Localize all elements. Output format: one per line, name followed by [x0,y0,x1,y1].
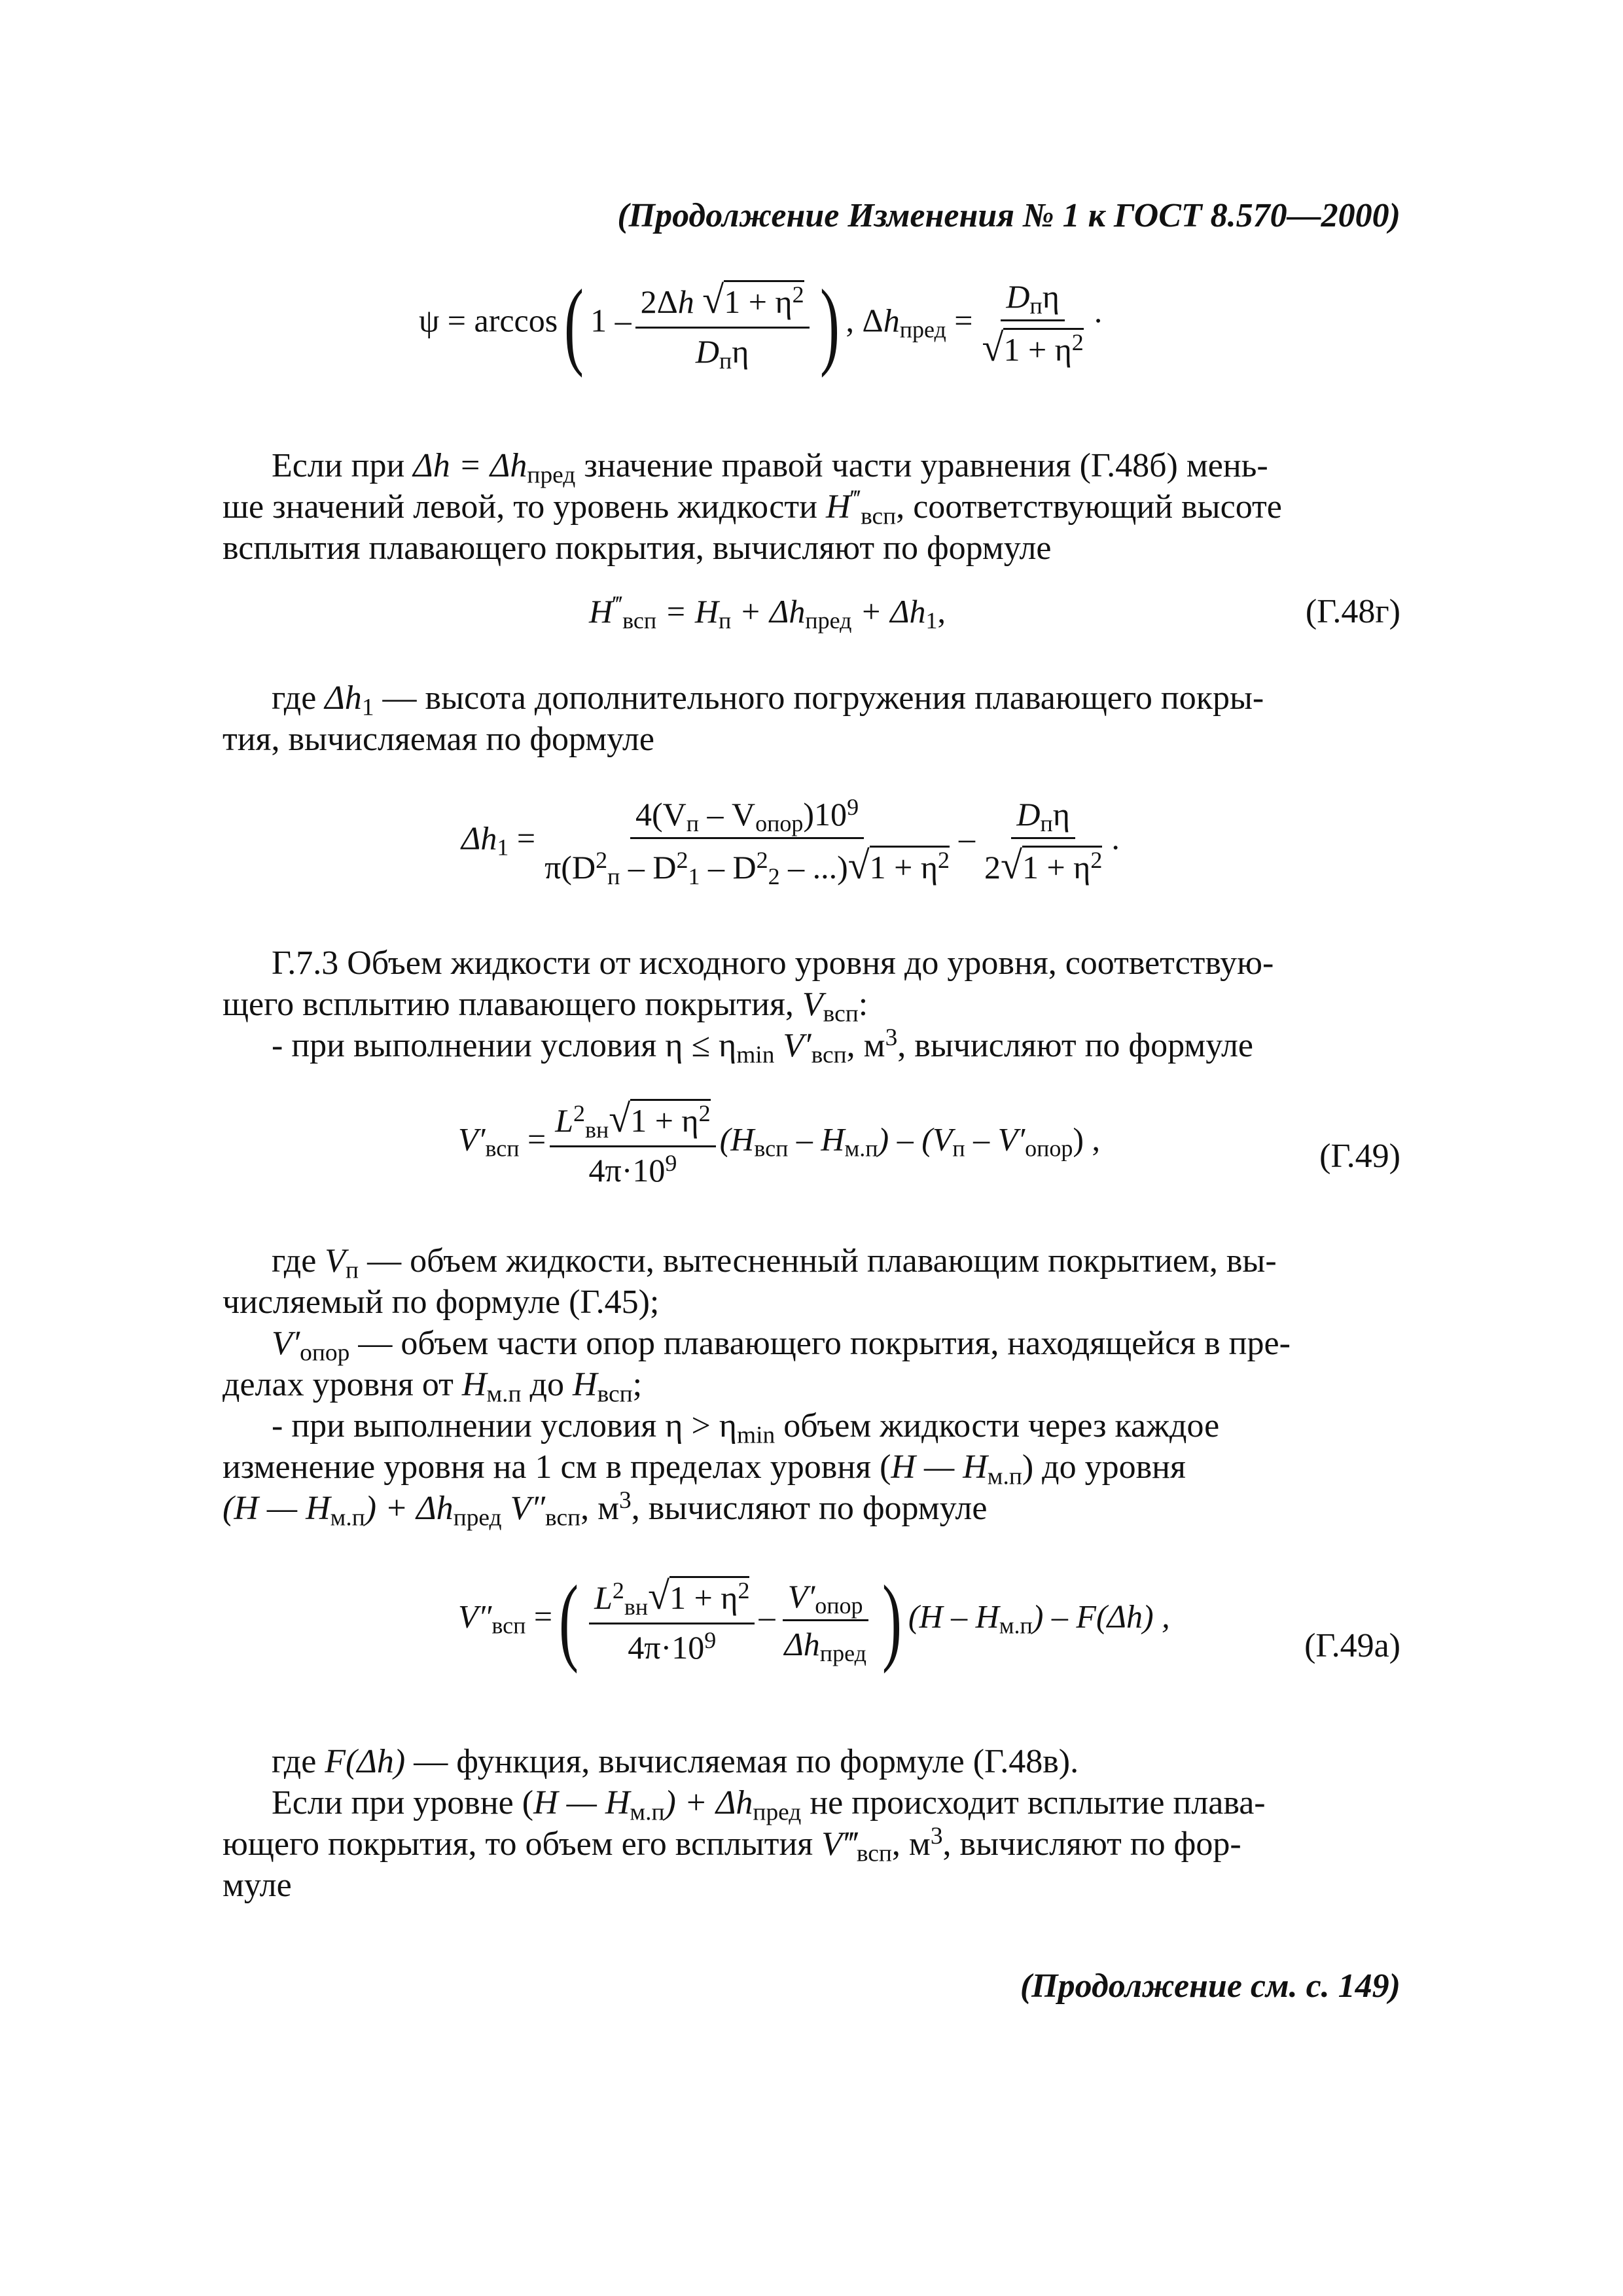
f48g-sup: ‴ [613,590,623,617]
f49a-lhs-sub: всп [491,1612,526,1639]
equation-number-49a: (Г.49а) [1304,1627,1400,1664]
f49a-lhs: V″ [458,1598,492,1635]
p5-l2sub: м.п [630,1799,665,1826]
dh-sub: пред [899,316,946,343]
p4-l4H2: H [573,1366,597,1403]
p1-H: H [825,488,851,526]
page-header: (Продолжение Изменения № 1 к ГОСТ 8.570—2000) [617,197,1400,234]
f49a-den: 4π·10 [628,1629,705,1666]
f49-ra: (H [719,1121,755,1158]
p3-l3a: - при выполнении условия η ≤ η [272,1027,737,1064]
p3-l3sub: min [736,1041,775,1069]
paragraph-5 [223,1741,1400,1906]
p4-l3b: — объем части опор плавающего покрытия, находящейся в пре- [349,1325,1291,1362]
p4-l1b: — объем жидкости, вытесненный плавающим покрытием, вы- [359,1242,1277,1280]
f49-rs3: п [952,1135,965,1162]
paragraph-2 [223,677,1400,760]
dh-eq: = [954,302,973,339]
p4-l5sub: min [737,1422,776,1449]
f49a-rb: ) – F(Δh) , [1032,1598,1170,1635]
p4-l7sup: 3 [619,1487,632,1515]
p1-l2a: ше значений левой, то уровень жидкости [223,488,826,526]
f49a-eq: = [526,1598,553,1635]
p3-l2end: : [858,986,868,1023]
dh1-d2sqrt: 1 + η [1022,849,1091,886]
dh1-ns2: опор [755,810,804,836]
num2-sub: п [1029,293,1043,319]
num-h: h [677,283,694,320]
den-d: D [695,333,719,370]
dh1-end: . [1111,819,1120,857]
dh1-lhs: Δh [461,819,497,857]
f49-frac: $\frac{L^2_{вн}√1 + \eta^2}{4\pi\cdot 10^9}$ [550,1096,715,1189]
p2-b-sub: 1 [361,694,374,721]
paragraph-1 [223,445,1400,569]
f49-sqrt: 1 + η [630,1102,699,1139]
dh1-lhs-sub: 1 [497,834,509,861]
dh1-n2: D [1016,796,1041,833]
f49-eq: = [519,1121,546,1158]
f49-densup: 9 [665,1149,677,1176]
p4-l4sub2: всп [597,1380,633,1408]
equation-number-48g: (Г.48г) [1305,593,1400,630]
formula-dh1 [223,795,1400,926]
f49-rb: – H [788,1121,845,1158]
f49a-frac1: $\frac{L^2_{вн}√1 + \eta^2}{4\pi\cdot 10^9}$ [589,1573,755,1666]
p5-l3a: ющего покрытия, то объем его всплытия [223,1825,822,1863]
p4-Vsub: п [346,1257,359,1284]
p1-c: значение правой части уравнения (Г.48б) мень- [575,447,1268,484]
f49-lhs-sub: всп [485,1135,520,1162]
f48g-H: H [589,593,613,630]
dh1-eq: = [508,819,536,857]
dh1-ns1: п [686,810,700,836]
f49a-d2sub: пред [819,1640,866,1666]
psi-end: · [1092,302,1104,339]
p5-l2H: H — H [533,1784,630,1821]
dh1-n2e: η [1052,796,1070,833]
f49-rd: – V′ [965,1121,1026,1158]
p5-l1b: — функция, вычисляемая по формуле (Г.48в). [405,1743,1079,1780]
p4-l4sub: м.п [486,1380,522,1408]
f49-den: 4π·10 [588,1152,666,1189]
p4-l1a: где [272,1242,325,1280]
formula-49a [223,1566,1400,1715]
p1-b: Δh = Δh [413,447,527,484]
f49a-lparen: ( [559,1566,579,1674]
f49a-sqrt: 1 + η [669,1579,738,1616]
f48g-a-sub: п [719,607,732,634]
dh1-ds3: 2 [768,863,780,889]
dh1-dm1: – D [620,849,677,886]
formula-psi [223,270,1400,425]
f49a-L: L [594,1579,613,1616]
equation-number-49: (Г.49) [1319,1138,1400,1175]
f49a-densup: 9 [704,1626,717,1653]
p5-F: F(Δh) [325,1743,406,1780]
f48g-a: = H [656,593,719,630]
dh-fraction: $\frac{D_п\eta}{√1 + \eta^2}$ [982,278,1084,369]
p1-l2b: , соответствующий высоте [896,488,1282,526]
num-delta: 2Δ [640,283,678,320]
dh1-den: π(D [544,849,596,886]
p2-l2: тия, вычисляемая по формуле [223,721,654,758]
f49a-Lsub: вн [624,1594,649,1620]
dh1-nm: – V [699,796,756,833]
p5-l3sup: 3 [930,1823,943,1850]
p5-l1a: где [272,1743,325,1780]
f49-rs1: всп [754,1135,789,1162]
f49-rs4: опор [1025,1135,1073,1162]
p5-l3b: , м [891,1825,931,1863]
p4-l2: числяемый по формуле (Г.45); [223,1283,660,1321]
p4-l7sub3: всп [545,1504,581,1532]
p4-l7b: ) + Δh [365,1490,454,1527]
p3-l1: Г.7.3 Объем жидкости от исходного уровня до уровня, соответствую- [272,944,1274,982]
p5-l3sub: всп [856,1840,892,1867]
den-sub: п [719,348,732,374]
dh1-dm2: – D [700,849,757,886]
dh-delta: Δ [862,302,883,339]
p4-l3sub: опор [300,1339,350,1367]
sqrt2-body: 1 + η [1003,331,1072,368]
p1-l3: всплытия плавающего покрытия, вычисляют по формуле [223,529,1052,567]
p1-a: Если при [272,447,414,484]
f49-rc: ) – (V [878,1121,953,1158]
p2-c: — высота дополнительного погружения плавающего покры- [374,679,1264,717]
formula-48g [223,592,1400,651]
p4-l5b: объем жидкости через каждое [775,1407,1220,1444]
f49-L: L [555,1102,574,1139]
p4-l3V: V′ [272,1325,300,1362]
p3-l3V: V′ [774,1027,812,1064]
p4-l7V: V″ [501,1490,546,1527]
p5-l2sub2: пред [753,1799,802,1826]
f49a-ra: (H – H [908,1598,999,1635]
den-eta: η [732,333,749,370]
p4-l7sub: м.п [330,1504,365,1532]
p1-b-sub: пред [527,461,576,489]
p4-l5a: - при выполнении условия η > η [272,1407,737,1444]
f49-lhs: V′ [458,1121,486,1158]
p2-a: где [272,679,325,717]
f49a-n2sub: опор [815,1592,863,1619]
f49a-minus: – [758,1598,776,1635]
num2-d: D [1006,278,1030,315]
p4-l4b: до [521,1366,573,1403]
p3-l3sup: 3 [885,1024,898,1052]
f49a-Lsup: 2 [612,1577,624,1604]
f49a-rparen: ) [882,1566,902,1674]
f48g-end: , [937,593,946,630]
dh-h: h [883,302,900,339]
f48g-c-sub: 1 [925,607,938,634]
dh1-num: 4(V [635,796,687,833]
dh1-dsqrt: 1 + η [869,849,938,886]
p4-l4end: ; [632,1366,643,1403]
p2-b: Δh [325,679,362,717]
dh1-ds1: п [607,863,620,889]
p1-sub: всп [861,503,897,530]
paragraph-3 [223,942,1400,1069]
p5-l2b: ) + Δh [664,1784,753,1821]
p4-l6sub: м.п [987,1463,1022,1490]
sqrt: $√1 + \eta^2$ [702,278,804,321]
f48g-sub: всп [622,607,657,634]
f49a-frac2 [779,1577,871,1666]
paragraph-4 [223,1240,1400,1532]
dh1-frac2: $\frac{D_п\eta}{2√1 + \eta^2}$ [984,796,1103,887]
p3-l2a: щего всплытию плавающего покрытия, [223,986,802,1023]
f49a-d2: Δh [784,1625,820,1662]
dh1-frac1: $\frac{4(V_п - V_{опор})10^9}{\pi(D^2_п - D^2_1 - D^2_2 - ...)√1 + \eta^2}$ [544,793,950,889]
p4-l4H: H [461,1366,487,1403]
dh1-d2: 2 [984,849,1001,886]
f49-Lsup: 2 [573,1100,586,1126]
left-paren: ( [564,270,584,378]
p5-l2c: не происходит всплытие плава- [801,1784,1266,1821]
f48g-b: + Δh [731,593,806,630]
p4-l7c: , м [580,1490,620,1527]
p5-l2a: Если при уровне ( [272,1784,534,1821]
right-paren: ) [819,270,840,378]
num2-eta: η [1042,278,1060,315]
f48g-c: + Δh [851,593,926,630]
p4-l6a: изменение уровня на 1 см в пределах уровня ( [223,1448,891,1486]
sqrt-body: 1 + η [724,283,793,320]
formula-49 [223,1096,1400,1221]
page-footer: (Продолжение см. с. 149) [1020,1967,1400,2005]
p5-l3V: V‴ [821,1825,857,1863]
psi-lhs: ψ = arccos [419,302,558,339]
p4-V: V [325,1242,346,1280]
p4-l7a: (H — H [223,1490,330,1527]
p4-l6H: H [891,1448,916,1486]
f48g-b-sub: пред [805,607,852,634]
p1-sup: ‴ [850,486,861,513]
p3-V: V [802,986,823,1023]
dh1-nsup: 9 [847,793,859,820]
f49a-n2: V′ [787,1577,815,1615]
p4-l6dash: — H [915,1448,988,1486]
f49a-rsub: м.п [999,1612,1033,1639]
dh1-n2s: п [1040,810,1053,836]
dh1-ds2: 1 [688,863,700,889]
p3-Vsub: всп [823,1000,859,1028]
p4-l6b: ) до уровня [1022,1448,1186,1486]
p3-l3Vsub: всп [811,1041,847,1069]
p4-l4a: делах уровня от [223,1366,462,1403]
sep: , [846,302,855,339]
f49-re: ) , [1073,1121,1101,1158]
dh1-de: – ...) [779,849,848,886]
p4-l7sub2: пред [453,1504,502,1532]
one-minus: 1 – [590,302,632,339]
f49-rs2: м.п [844,1135,878,1162]
psi-fraction [635,278,810,374]
dh1-minus: – [959,819,976,857]
p3-l3c: , вычисляют по формуле [897,1027,1253,1064]
p5-l3c: , вычисляют по фор- [942,1825,1241,1863]
p5-l4: муле [223,1867,292,1904]
p4-l7d: , вычисляют по формуле [631,1490,988,1527]
f49-Lsub: вн [585,1117,609,1143]
p3-l3b: , м [846,1027,885,1064]
dh1-ne: )10 [803,796,847,833]
